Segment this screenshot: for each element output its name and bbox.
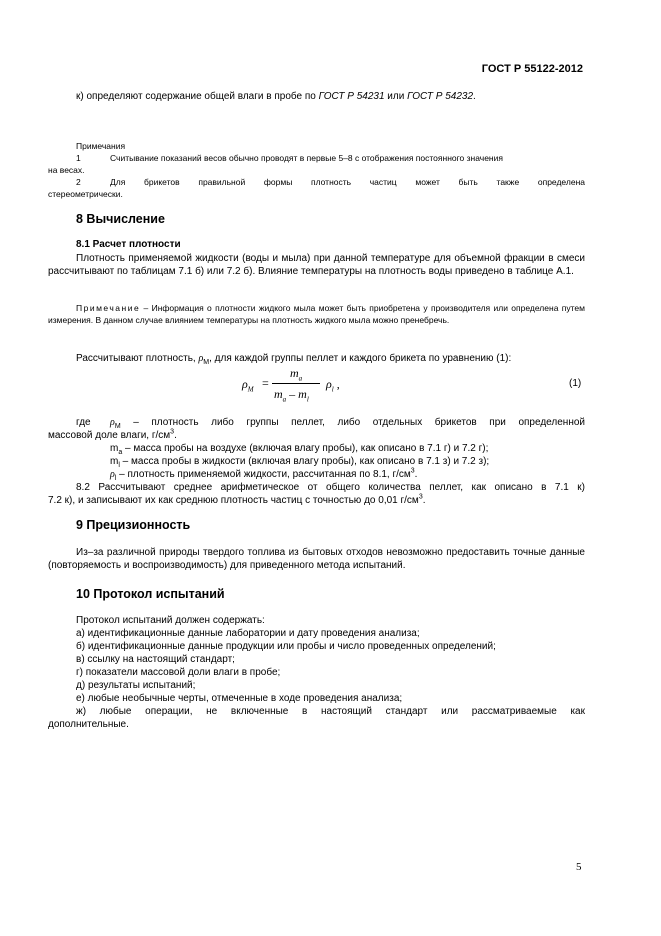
section-8-note-label: Примечание [76, 303, 141, 313]
subsection-8-1-heading: 8.1 Расчет плотности [76, 239, 181, 250]
formula-den-ma-sub: a [282, 395, 287, 404]
def-rho-l [110, 468, 417, 481]
def-rho-rest-text: массовой доле влаги, г/см [48, 430, 171, 441]
para-8-2-dot: . [422, 495, 426, 506]
formula-intro [76, 352, 586, 365]
def-ml-text: – масса пробы в жидкости (включая влагу пробы), как описано в 7.1 з) и 7.2 з); [119, 456, 490, 467]
def-rho-symbol: ρ [110, 417, 115, 428]
def-ma-symbol: m [110, 443, 119, 454]
protocol-item-e: е) любые необычные черты, отмеченные в ходе проведения анализа; [76, 693, 403, 704]
formula-den-ml: m [298, 387, 307, 401]
def-rho-m [110, 416, 585, 429]
rho-subscript: M [203, 359, 210, 366]
para-8-2: 8.2 Рассчитывают среднее арифметическое от общего количества пеллет, как описано в 7.1 к) [76, 482, 585, 493]
formula-equals: = [262, 376, 269, 390]
formula-denominator [274, 387, 309, 402]
note-2-text-rest: стереометрически. [48, 189, 123, 199]
note-2-text: Для брикетов правильной формы плотность частиц может быть также определена [110, 177, 585, 187]
protocol-item-d: д) результаты испытаний; [76, 680, 196, 691]
formula-rhs-rho: ρ [326, 377, 332, 391]
section-8-1-paragraph: Плотность применяемой жидкости (воды и мыла) при данной температуре для объемной фракции в смеси рассчитывают по таблицам 7.1 б) или 7.2 б). Влияние температуры на плотность воды приведено в таблице А.1. [48, 253, 585, 277]
formula-lhs [242, 377, 254, 392]
protocol-item-b: б) идентификационные данные продукции или пробы и число проведенных определений; [76, 641, 496, 652]
def-rho-l-sub: l [114, 475, 117, 482]
note-1-text-rest: на весах. [48, 165, 85, 175]
def-ml [110, 455, 489, 468]
item-k [76, 90, 586, 103]
formula-num-m: m [290, 366, 299, 380]
section-8-heading: 8 Вычисление [76, 212, 165, 226]
formula-rhs-sub: l [331, 385, 334, 394]
page-number: 5 [576, 861, 582, 873]
def-rho-cube: 3 [170, 428, 175, 436]
def-ma [110, 442, 488, 455]
formula-den-ml-sub: l [306, 395, 309, 404]
item-k-mid: или [384, 91, 408, 102]
note-1-text: Считывание показаний весов обычно проводят в первые 5–8 с отображения постоянного значения [110, 153, 503, 163]
para-8-2-rest [48, 494, 426, 507]
standard-code: ГОСТ Р 55122-2012 [481, 63, 583, 75]
formula-lhs-sub: M [247, 385, 254, 394]
formula-comma: , [336, 377, 340, 391]
section-8-note [48, 302, 585, 326]
def-rho-l-cube: 3 [410, 467, 415, 475]
def-ma-text: – масса пробы на воздухе (включая влагу пробы), как описано в 7.1 г) и 7.2 г); [122, 443, 489, 454]
rho-symbol: ρ [198, 353, 204, 364]
protocol-item-v: в) ссылку на настоящий стандарт; [76, 654, 235, 665]
protocol-item-zh-rest: дополнительные. [48, 719, 129, 730]
formula-intro-end: , для каждой группы пеллет и каждого брикета по уравнению (1): [209, 353, 512, 364]
def-ml-sub: l [118, 462, 120, 469]
def-rho-l-text: – плотность применяемой жидкости, рассчитанная по 8.1, г/см [116, 469, 411, 480]
def-rho-dot: . [174, 430, 177, 441]
formula-num-sub: a [298, 374, 303, 383]
section-10-heading: 10 Протокол испытаний [76, 587, 225, 601]
item-k-ref2: ГОСТ Р 54232 [407, 91, 474, 102]
def-ma-sub: a [118, 449, 123, 456]
formula-numerator [290, 366, 302, 381]
formula-number: (1) [569, 378, 582, 389]
para-8-2-rest-text: 7.2 к), и записывают их как среднюю плотность частиц с точностью до 0,01 г/см [48, 495, 419, 506]
section-8-note-text: – Информация о плотности жидкого мыла может быть приобретена у производителя или определена путем измерения. В данном случае влиянием температуры на плотность жидкого мыла можно пренебречь. [48, 303, 585, 325]
def-rho-m-rest [48, 429, 177, 442]
section-9-heading: 9 Прецизионность [76, 518, 191, 532]
def-rho-text: – плотность либо группы пеллет, либо отдельных брикетов при определенной [120, 417, 585, 428]
item-k-suffix: . [473, 91, 476, 102]
formula-intro-start: Рассчитывают плотность, [76, 353, 199, 364]
item-k-prefix: к) определяют содержание общей влаги в пробе по [76, 91, 319, 102]
note-1-number: 1 [76, 153, 81, 163]
note-2-number: 2 [76, 177, 81, 187]
protocol-item-zh: ж) любые операции, не включенные в настоящий стандарт или рассматриваемые как [76, 706, 585, 717]
protocol-item-a: а) идентификационные данные лаборатории и дату проведения анализа; [76, 628, 420, 639]
section-9-paragraph: Из–за различной природы твердого топлива из бытовых отходов невозможно предоставить точные данные (повторяемость и воспроизводимость) для приведенного метода испытаний. [48, 547, 585, 571]
def-rho-l-dot: . [414, 469, 418, 480]
def-rho-sub: M [114, 423, 121, 430]
def-rho-l-symbol: ρ [110, 469, 115, 480]
formula-rhs [326, 377, 340, 392]
protocol-item-g: г) показатели массовой доли влаги в пробе; [76, 667, 281, 678]
item-k-ref1: ГОСТ Р 54231 [318, 91, 385, 102]
fraction-line [272, 383, 320, 384]
formula-lhs-rho: ρ [242, 377, 248, 391]
notes-title: Примечания [76, 141, 126, 151]
formula-minus: – [289, 387, 296, 401]
def-ml-symbol: m [110, 456, 119, 467]
para-8-2-cube: 3 [418, 493, 423, 501]
where-label: где [76, 417, 91, 428]
protocol-intro: Протокол испытаний должен содержать: [76, 615, 265, 626]
formula-den-ma: m [274, 387, 283, 401]
